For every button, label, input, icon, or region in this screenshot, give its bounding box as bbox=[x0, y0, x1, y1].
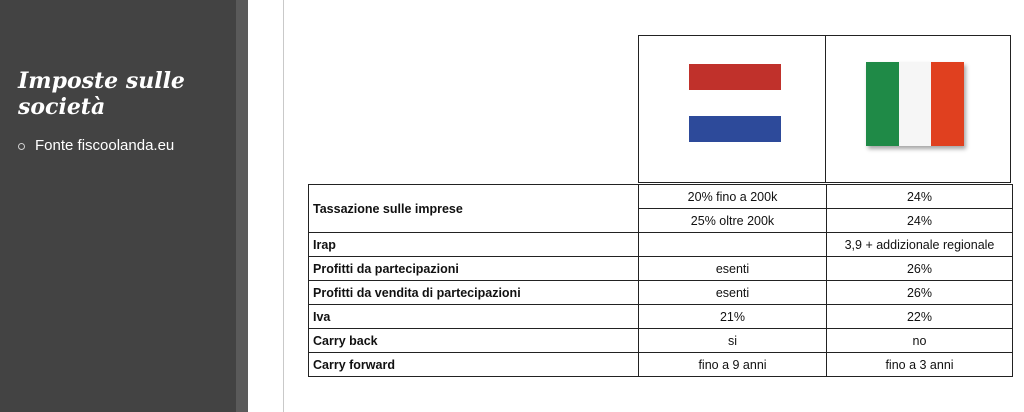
italy-flag-white bbox=[899, 62, 932, 146]
netherlands-value: esenti bbox=[639, 281, 827, 305]
italy-value: 3,9 + addizionale regionale bbox=[827, 233, 1013, 257]
row-label: Iva bbox=[309, 305, 639, 329]
table-row bbox=[309, 329, 1013, 353]
content-divider bbox=[283, 0, 284, 412]
netherlands-value bbox=[639, 233, 827, 257]
bullet-dot-icon bbox=[18, 143, 25, 150]
bullet-text: Fonte fiscoolanda.eu bbox=[35, 137, 175, 154]
italy-value: 24% bbox=[827, 209, 1013, 233]
netherlands-flag-icon bbox=[689, 64, 781, 90]
table-row bbox=[309, 281, 1013, 305]
italy-flag-cell bbox=[825, 35, 1011, 183]
row-label: Carry back bbox=[309, 329, 639, 353]
table-row bbox=[309, 353, 1013, 377]
row-label: Carry forward bbox=[309, 353, 639, 377]
italy-value: 26% bbox=[827, 281, 1013, 305]
table-row bbox=[309, 305, 1013, 329]
italy-flag-green bbox=[866, 62, 899, 146]
netherlands-value: 21% bbox=[639, 305, 827, 329]
sidebar bbox=[0, 0, 236, 412]
italy-value: 26% bbox=[827, 257, 1013, 281]
table-row bbox=[309, 233, 1013, 257]
italy-flag-red bbox=[931, 62, 964, 146]
netherlands-value: si bbox=[639, 329, 827, 353]
row-label: Profitti da partecipazioni bbox=[309, 257, 639, 281]
italy-value: fino a 3 anni bbox=[827, 353, 1013, 377]
table-row bbox=[309, 185, 1013, 209]
netherlands-flag-cell bbox=[638, 35, 826, 183]
italy-flag-icon bbox=[866, 62, 964, 146]
table-row bbox=[309, 257, 1013, 281]
netherlands-value: 20% fino a 200k bbox=[639, 185, 827, 209]
netherlands-value: esenti bbox=[639, 257, 827, 281]
bullet-item bbox=[18, 136, 174, 156]
bullet-list bbox=[18, 136, 174, 156]
netherlands-flag-blue-stripe bbox=[689, 116, 781, 142]
italy-value: 24% bbox=[827, 185, 1013, 209]
netherlands-value: 25% oltre 200k bbox=[639, 209, 827, 233]
row-label: Tassazione sulle imprese bbox=[309, 185, 639, 233]
slide-title: Imposte sulle società bbox=[18, 68, 185, 120]
row-label: Irap bbox=[309, 233, 639, 257]
sidebar-edge bbox=[236, 0, 248, 412]
italy-value: no bbox=[827, 329, 1013, 353]
tax-comparison-table bbox=[308, 184, 1013, 377]
netherlands-value: fino a 9 anni bbox=[639, 353, 827, 377]
row-label: Profitti da vendita di partecipazioni bbox=[309, 281, 639, 305]
italy-value: 22% bbox=[827, 305, 1013, 329]
